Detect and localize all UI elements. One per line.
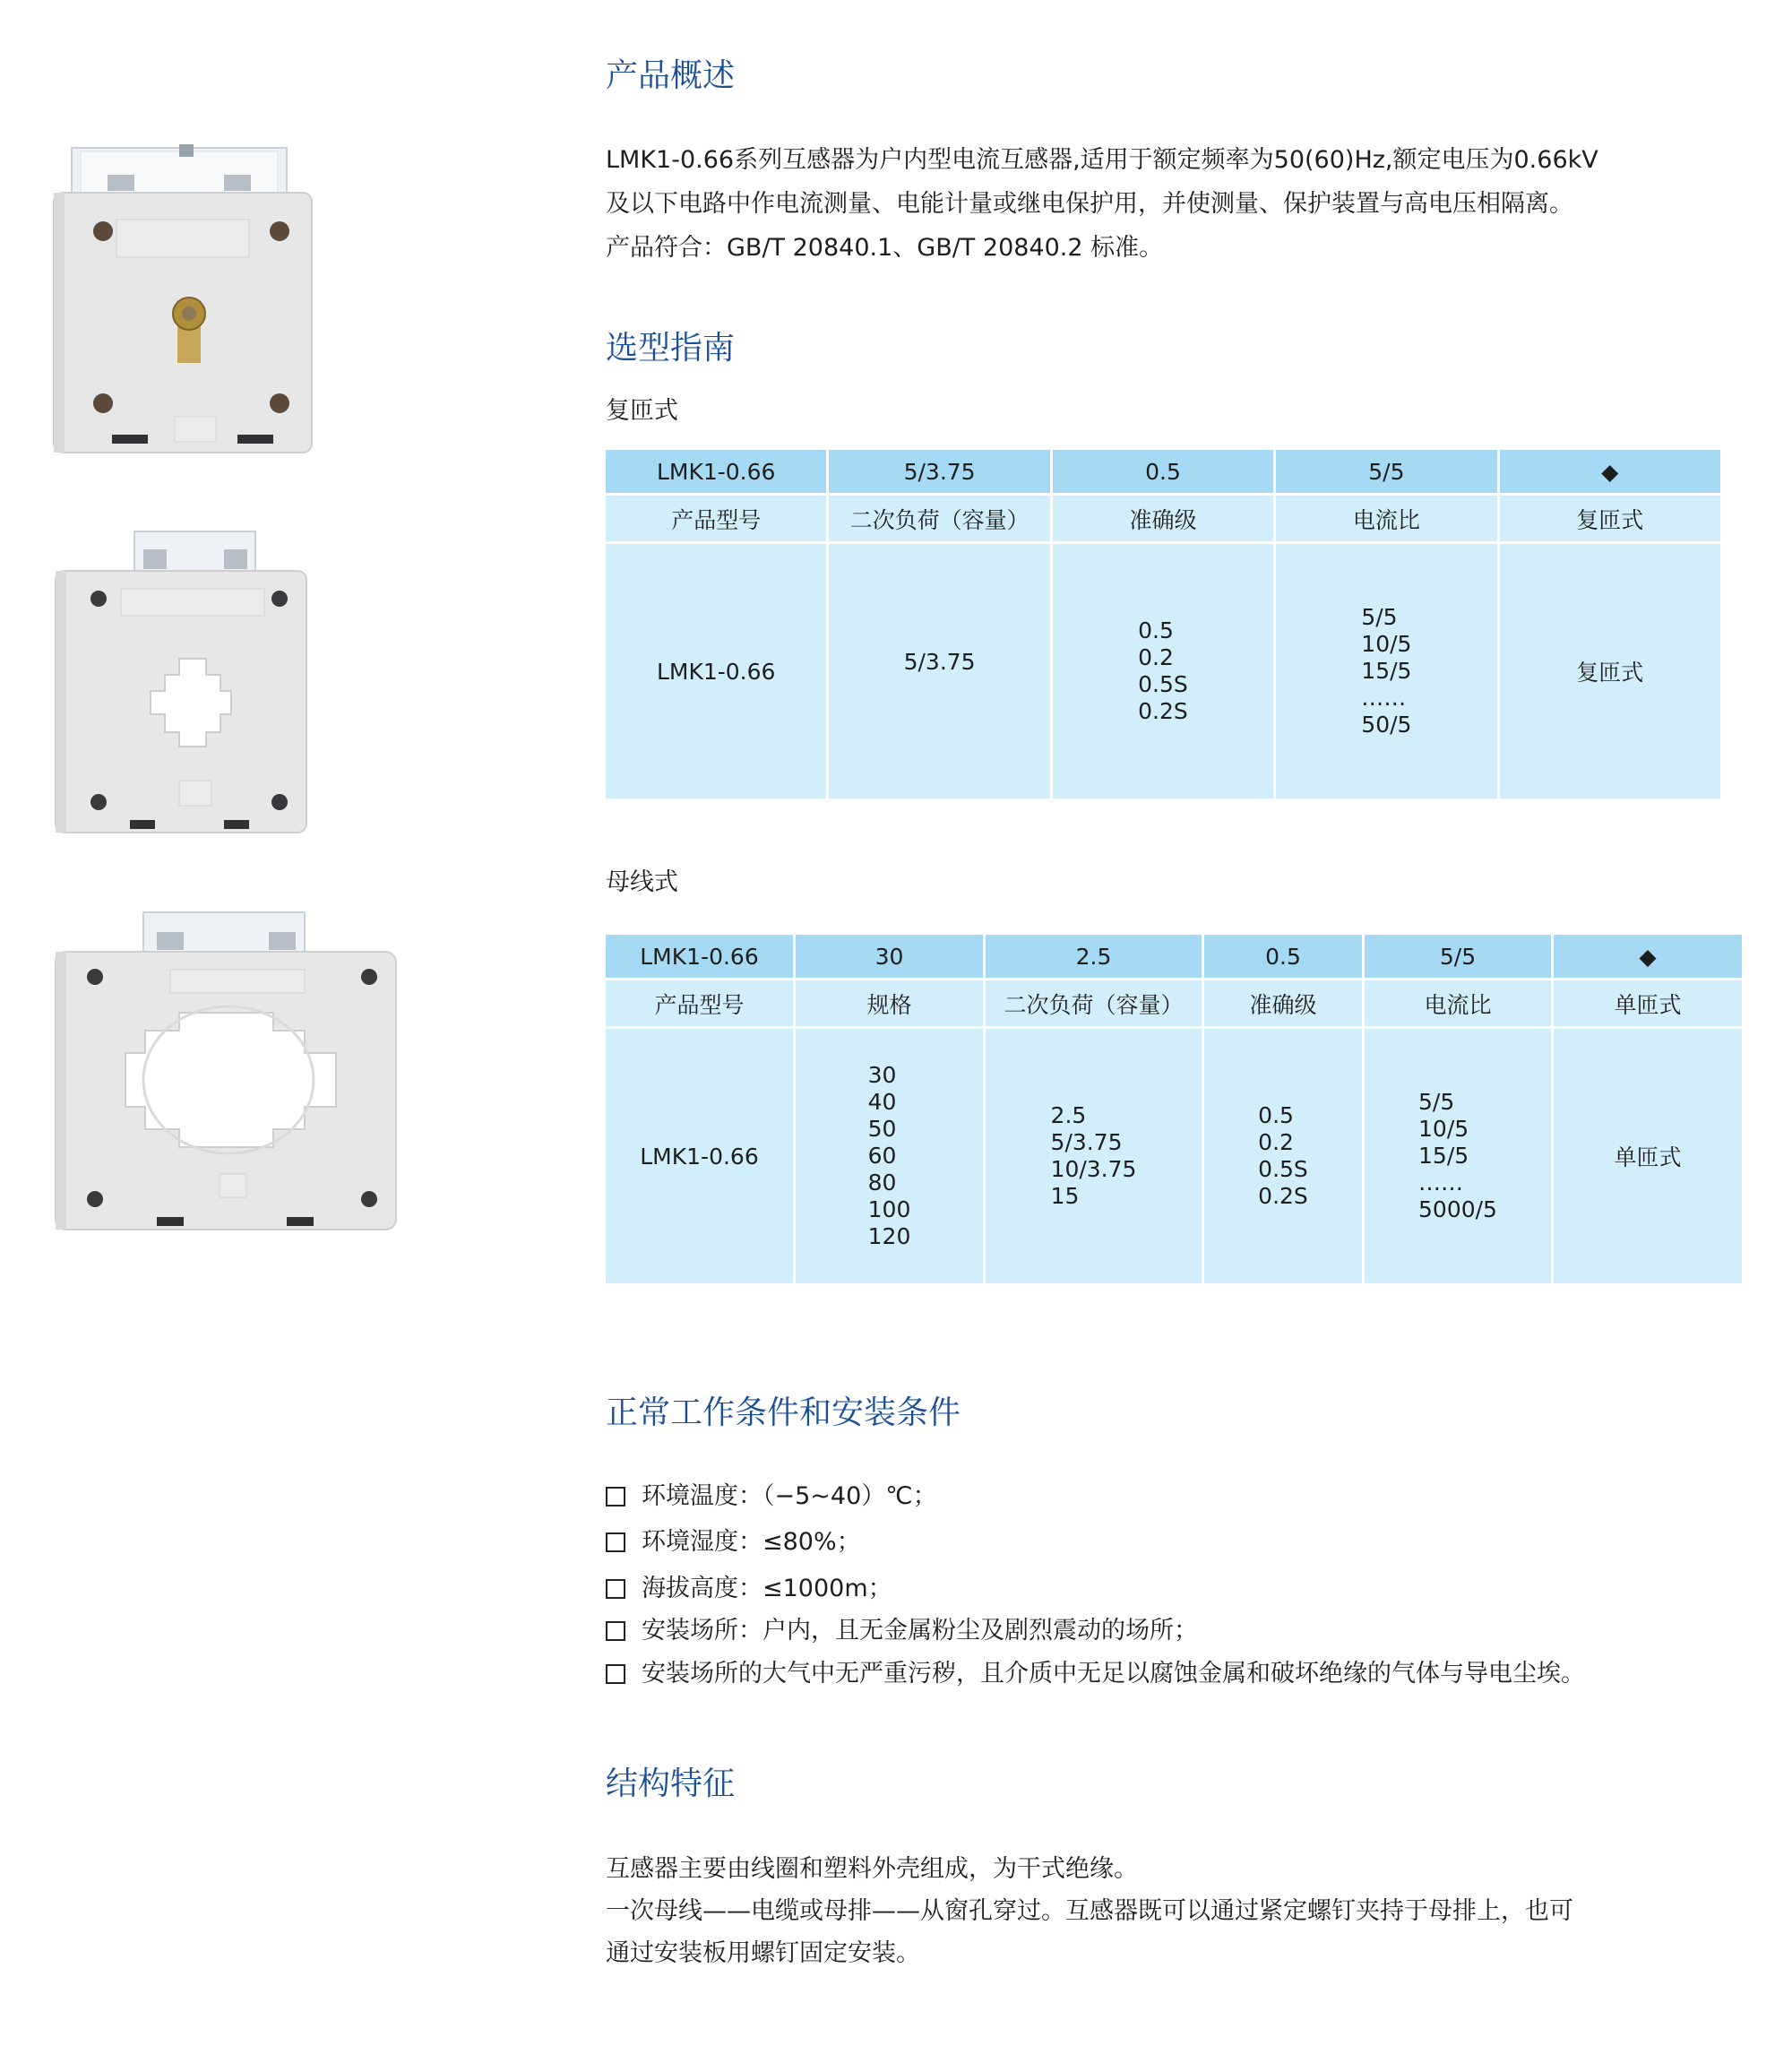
ratio-list — [1361, 604, 1411, 738]
header-ratio: 电流比 — [1365, 980, 1551, 1029]
header-load: 二次负荷（容量） — [986, 980, 1202, 1029]
list-item: 50 — [867, 1116, 897, 1142]
checkbox-icon — [606, 1664, 625, 1684]
code-model: LMK1-0.66 — [606, 935, 793, 980]
condition-text: 安装场所的大气中无严重污秽，且介质中无足以腐蚀金属和破坏绝缘的气体与导电尘埃。 — [642, 1660, 1585, 1688]
list-item — [606, 1573, 892, 1605]
structure-line: 一次母线——电缆或母排——从窗孔穿过。互感器既可以通过紧定螺钉夹持于母排上，也可 — [606, 1897, 1573, 1925]
list-item: …… — [1418, 1170, 1464, 1196]
checkbox-icon — [606, 1532, 625, 1552]
structure-title: 结构特征 — [606, 1765, 736, 1802]
product-image-small-window — [45, 524, 314, 838]
table-row — [606, 544, 1720, 799]
body-type: 复匝式 — [1500, 544, 1720, 799]
list-item: 80 — [867, 1170, 897, 1196]
body-accuracy — [1204, 1029, 1362, 1283]
list-item: 15 — [1050, 1183, 1080, 1209]
checkbox-icon — [606, 1579, 625, 1599]
body-ratio — [1365, 1029, 1551, 1283]
list-item: 5/5 — [1418, 1089, 1455, 1115]
structure-line: 互感器主要由线圈和塑料外壳组成，为干式绝缘。 — [606, 1855, 1138, 1883]
table2-label: 母线式 — [606, 868, 678, 896]
list-item: 10/5 — [1361, 631, 1412, 657]
list-item: 5/3.75 — [903, 649, 976, 675]
checkbox-icon — [606, 1621, 625, 1641]
list-item: 0.2 — [1258, 1129, 1294, 1155]
list-item: 0.5 — [1258, 1102, 1294, 1128]
structure-text — [606, 1848, 1573, 1974]
list-item — [606, 1481, 937, 1513]
list-item: …… — [1361, 685, 1407, 711]
list-item: 100 — [867, 1196, 911, 1222]
table-row — [606, 935, 1742, 980]
list-item: 2.5 — [1050, 1102, 1087, 1128]
header-accuracy: 准确级 — [1204, 980, 1362, 1029]
list-item: 5/3.75 — [1050, 1129, 1123, 1155]
header-model: 产品型号 — [606, 496, 826, 544]
code-marker: ◆ — [1554, 935, 1742, 980]
list-item: 0.5S — [1258, 1156, 1308, 1182]
code-load: 2.5 — [986, 935, 1202, 980]
list-item: 10/3.75 — [1050, 1156, 1137, 1182]
table1-label: 复匝式 — [606, 397, 678, 425]
code-load: 5/3.75 — [829, 450, 1049, 496]
list-item: 0.2S — [1258, 1183, 1308, 1209]
list-item: 15/5 — [1361, 658, 1412, 684]
header-model: 产品型号 — [606, 980, 793, 1029]
table-row — [606, 450, 1720, 496]
table-busbar — [603, 935, 1745, 1283]
code-ratio: 5/5 — [1365, 935, 1551, 980]
list-item — [606, 1526, 861, 1558]
header-accuracy: 准确级 — [1053, 496, 1273, 544]
list-item: 5/5 — [1361, 604, 1398, 630]
list-item: 30 — [867, 1062, 897, 1088]
product-image-multi-turn — [45, 139, 323, 457]
body-load — [986, 1029, 1202, 1283]
list-item: 0.5 — [1138, 617, 1174, 643]
list-item: 0.2 — [1138, 644, 1174, 670]
table-multi-turn — [603, 450, 1723, 799]
structure-line: 通过安装板用螺钉固定安装。 — [606, 1939, 920, 1967]
overview-text — [606, 138, 1598, 270]
header-spec: 规格 — [796, 980, 983, 1029]
conditions-title: 正常工作条件和安装条件 — [606, 1394, 961, 1431]
list-item: 50/5 — [1361, 712, 1412, 738]
list-item: 40 — [867, 1089, 897, 1115]
accuracy-list — [1258, 1102, 1308, 1210]
code-accuracy: 0.5 — [1053, 450, 1273, 496]
code-spec: 30 — [796, 935, 983, 980]
table-row — [606, 1029, 1742, 1283]
load-list — [1051, 1102, 1137, 1210]
body-model: LMK1-0.66 — [606, 544, 826, 799]
code-ratio: 5/5 — [1276, 450, 1496, 496]
list-item: 0.2S — [1138, 698, 1188, 724]
overview-line: 及以下电路中作电流测量、电能计量或继电保护用，并使测量、保护装置与高电压相隔离。 — [606, 190, 1573, 218]
code-marker: ◆ — [1500, 450, 1720, 496]
condition-text: 环境湿度：≤80%； — [642, 1528, 861, 1556]
product-image-large-window — [45, 905, 403, 1237]
header-type: 单匝式 — [1554, 980, 1742, 1029]
code-model: LMK1-0.66 — [606, 450, 826, 496]
body-ratio — [1276, 544, 1496, 799]
list-item: 10/5 — [1418, 1116, 1469, 1142]
checkbox-icon — [606, 1487, 625, 1506]
product-image-column — [0, 0, 573, 2046]
list-item — [606, 1658, 1585, 1690]
list-item: 5000/5 — [1418, 1196, 1497, 1222]
list-item: 0.5S — [1138, 671, 1188, 697]
overview-title: 产品概述 — [606, 57, 736, 94]
condition-text: 环境温度：（−5~40）℃； — [642, 1482, 937, 1510]
list-item: 120 — [867, 1223, 911, 1249]
condition-text: 海拔高度：≤1000m； — [642, 1575, 892, 1602]
list-item — [606, 1615, 1198, 1647]
condition-text: 安装场所：户内，且无金属粉尘及剧烈震动的场所； — [642, 1617, 1198, 1645]
body-accuracy — [1053, 544, 1273, 799]
accuracy-list — [1138, 617, 1188, 725]
overview-line: 产品符合：GB/T 20840.1、GB/T 20840.2 标准。 — [606, 234, 1164, 262]
overview-line: LMK1-0.66系列互感器为户内型电流互感器,适用于额定频率为50(60)Hz,额定电压为0.66kV — [606, 146, 1598, 174]
header-type: 复匝式 — [1500, 496, 1720, 544]
ratio-list — [1418, 1089, 1497, 1223]
body-load — [829, 544, 1049, 799]
list-item: 15/5 — [1418, 1143, 1469, 1169]
selection-title: 选型指南 — [606, 330, 736, 367]
list-item: 60 — [867, 1143, 897, 1169]
body-spec — [796, 1029, 983, 1283]
spec-list — [868, 1062, 911, 1250]
load-list — [904, 649, 976, 676]
code-accuracy: 0.5 — [1204, 935, 1362, 980]
header-ratio: 电流比 — [1276, 496, 1496, 544]
table-row — [606, 980, 1742, 1029]
body-type: 单匝式 — [1554, 1029, 1742, 1283]
body-model: LMK1-0.66 — [606, 1029, 793, 1283]
header-load: 二次负荷（容量） — [829, 496, 1049, 544]
table-row — [606, 496, 1720, 544]
